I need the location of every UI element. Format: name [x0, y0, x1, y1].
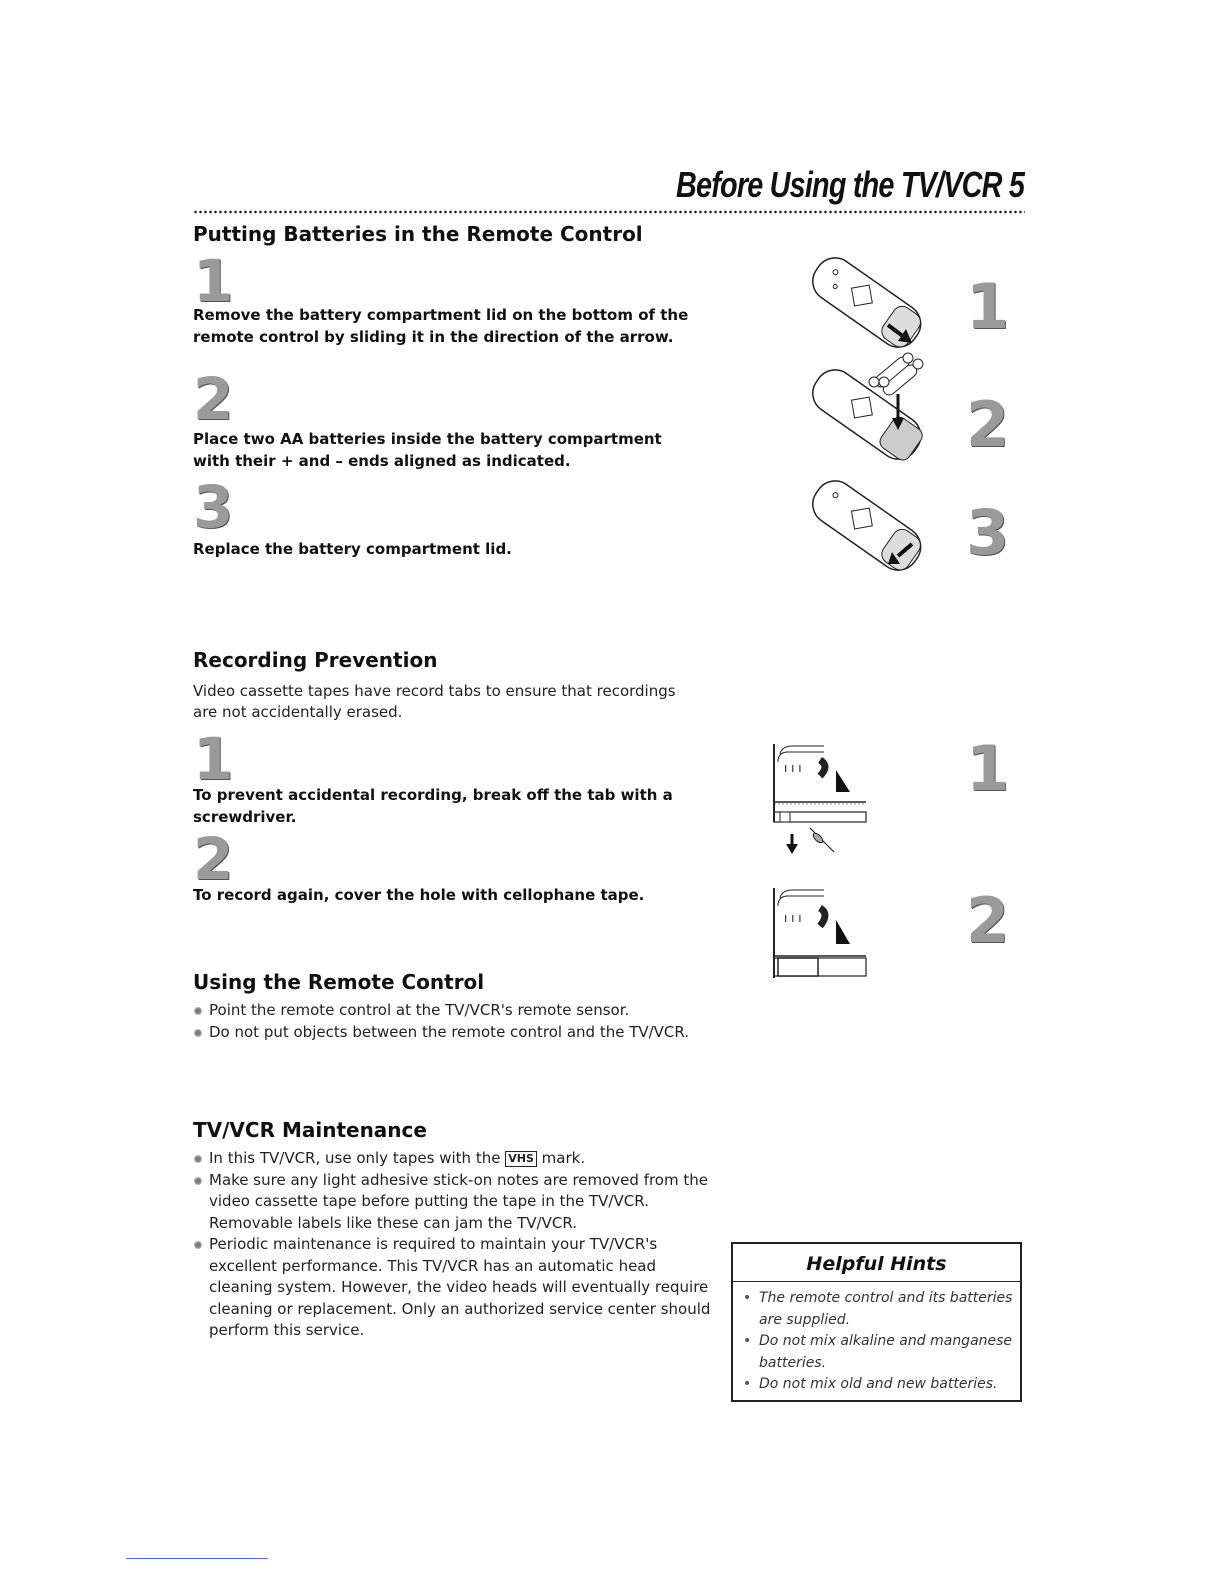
helpful-hints-title: Helpful Hints	[733, 1244, 1020, 1282]
cassette-step-1-illustration	[772, 742, 868, 862]
battery-step-3-text: Replace the battery compartment lid.	[193, 540, 512, 558]
battery-step-1-text: Remove the battery compartment lid on the bottom of the remote control by sliding it in the direction of the arrow.	[193, 306, 689, 346]
recording-step-1-text: To prevent accidental recording, break off the tab with a screwdriver.	[193, 786, 673, 826]
hint-item-2: • Do not mix alkaline and manganese batteries.	[739, 1331, 1014, 1374]
bullet-icon	[194, 1241, 202, 1249]
remote-bullet-1: Point the remote control at the TV/VCR's remote sensor.	[193, 1000, 713, 1022]
section-title-batteries: Putting Batteries in the Remote Control	[193, 222, 643, 246]
header-dotted-rule	[193, 210, 1025, 214]
bullet-icon	[194, 1177, 202, 1185]
cassette-step-2-illustration	[772, 886, 868, 982]
hint-item-3: • Do not mix old and new batteries.	[739, 1374, 1014, 1396]
remote-bullet-list	[193, 1000, 713, 1043]
svg-text:ı ı ı: ı ı ı	[784, 911, 802, 925]
recording-step-2-text: To record again, cover the hole with cellophane tape.	[193, 886, 645, 904]
battery-step-2-text: Place two AA batteries inside the battery compartment with their + and – ends aligned as indicated.	[193, 430, 662, 470]
vhs-logo: VHS	[505, 1151, 537, 1167]
recording-figure-label-1: 1	[966, 732, 1010, 805]
battery-figure-label-2: 2	[966, 388, 1010, 461]
remote-step-1-illustration	[800, 255, 930, 355]
svg-text:ı ı ı: ı ı ı	[784, 761, 802, 775]
bullet-icon	[194, 1029, 202, 1037]
battery-figure-label-3: 3	[966, 496, 1010, 569]
battery-step-2-number: 2	[193, 365, 234, 433]
section-title-maintenance: TV/VCR Maintenance	[193, 1118, 427, 1142]
section-title-recording: Recording Prevention	[193, 648, 438, 672]
bullet-icon	[194, 1007, 202, 1015]
battery-figure-label-1: 1	[966, 270, 1010, 343]
battery-step-3-number: 3	[193, 473, 234, 541]
recording-step-1-number: 1	[193, 725, 234, 793]
helpful-hints-list	[733, 1282, 1020, 1396]
hint-item-1: • The remote control and its batteries are supplied.	[739, 1288, 1014, 1331]
recording-figure-label-2: 2	[966, 884, 1010, 957]
helpful-hints-box	[731, 1242, 1022, 1402]
maintenance-bullet-1: In this TV/VCR, use only tapes with the VHS mark.	[193, 1148, 713, 1170]
section-title-remote: Using the Remote Control	[193, 970, 485, 994]
footer-line	[126, 1558, 268, 1559]
battery-step-1-number: 1	[193, 247, 234, 315]
recording-step-2-number: 2	[193, 825, 234, 893]
remote-step-3-illustration	[800, 478, 930, 578]
bullet-icon	[194, 1155, 202, 1163]
recording-intro: Video cassette tapes have record tabs to ensure that recordings are not accidentally erased.	[193, 682, 676, 721]
maintenance-bullet-list	[193, 1148, 713, 1342]
remote-step-2-illustration	[800, 352, 930, 467]
page-header-title: Before Using the TV/VCR 5	[675, 164, 1024, 205]
maintenance-bullet-2: Make sure any light adhesive stick-on notes are removed from the video cassette tape before putting the tape in the TV/VCR. Removable labels like these can jam the TV/VCR.	[193, 1170, 713, 1235]
remote-bullet-2: Do not put objects between the remote control and the TV/VCR.	[193, 1022, 713, 1044]
maintenance-bullet-3: Periodic maintenance is required to maintain your TV/VCR's excellent performance. This TV/VCR has an automatic head cleaning system. However, the video heads will eventually require cleaning or replacement. Only an authorized service center should perform this service.	[193, 1234, 713, 1342]
